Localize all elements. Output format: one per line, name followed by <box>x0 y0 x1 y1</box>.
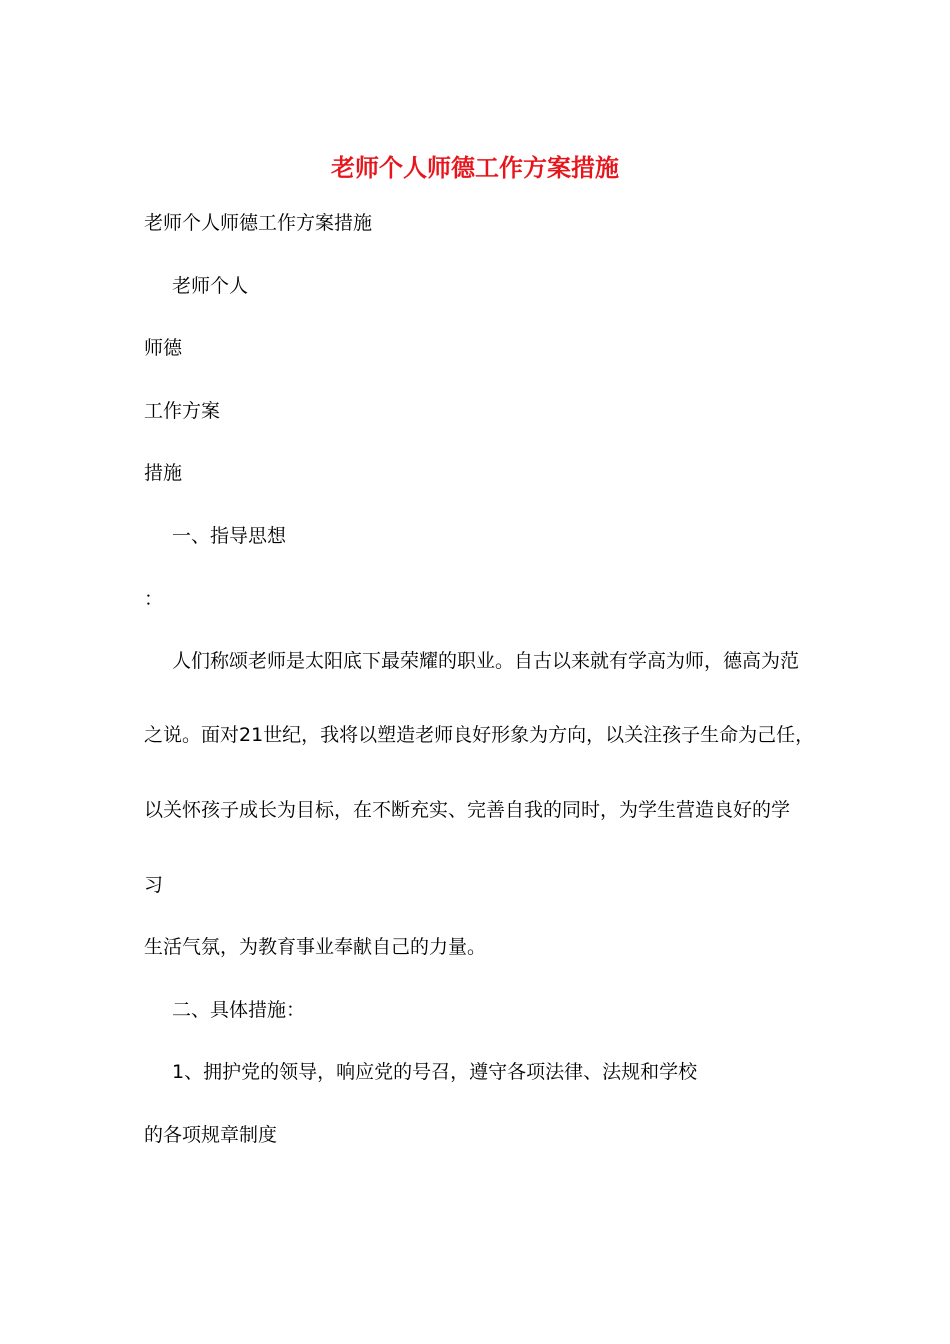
paragraph-line: 生活气氛，为教育事业奉献自己的力量。 <box>144 936 487 958</box>
paragraph-line: 以关怀孩子成长为目标，在不断充实、完善自我的同时，为学生营造良好的学 <box>144 799 791 821</box>
document-title: 老师个人师德工作方案措施 <box>331 153 619 182</box>
paragraph-line: 习 <box>144 874 164 896</box>
text-line: 工作方案 <box>144 400 221 422</box>
paragraph-line: 人们称颂老师是太阳底下最荣耀的职业。自古以来就有学高为师，德高为范 <box>172 650 800 672</box>
subtitle-line: 老师个人师德工作方案措施 <box>144 212 373 234</box>
text-line: 师德 <box>144 337 183 359</box>
paragraph-line: 之说。面对21世纪，我将以塑造老师良好形象为方向，以关注孩子生命为己任， <box>144 724 815 746</box>
text-line: ： <box>144 588 164 610</box>
section-heading-specific-measures: 二、具体措施： <box>172 999 306 1021</box>
section-heading-guiding-ideology: 一、指导思想 <box>172 525 287 547</box>
list-item-line: 1、拥护党的领导，响应党的号召，遵守各项法律、法规和学校 <box>172 1061 698 1083</box>
list-item-line: 的各项规章制度 <box>144 1124 278 1146</box>
text-line: 老师个人 <box>172 275 249 297</box>
text-line: 措施 <box>144 462 183 484</box>
